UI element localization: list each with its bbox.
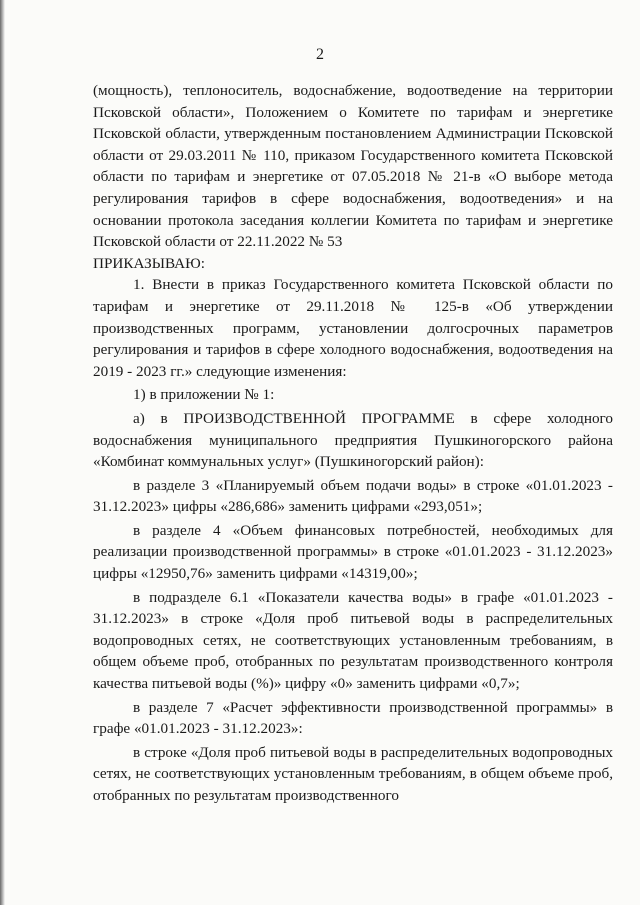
row-share-paragraph: в строке «Доля проб питьевой воды в распределительных водопроводных сетях, не соответствующих установленным требованиям, в общем объеме проб, отобранных по результатам производственного bbox=[93, 743, 613, 804]
section-4-paragraph: в разделе 4 «Объем финансовых потребностей, необходимых для реализации производственной программы» в строке «01.01.2023 - 31.12.2023» цифры «12950,76» заменить цифрами «14319,00»; bbox=[93, 521, 613, 583]
page-edge-shadow bbox=[0, 0, 5, 905]
document-body bbox=[93, 80, 613, 807]
subitem-1-paragraph: 1) в приложении № 1: bbox=[133, 386, 275, 404]
order-heading: ПРИКАЗЫВАЮ: bbox=[93, 254, 205, 272]
page-number: 2 bbox=[316, 46, 324, 63]
preamble-paragraph: (мощность), теплоноситель, водоснабжение, водоотведение на территории Псковской области», Положением о Комитете по тарифам и энергетике Псковской области, утвержденным постановлением Администрации Псковской области от 29.03.2011 № 110, приказом Государственного комитета Псковской области по тарифам и энергетике от 07.05.2018 № 21-в «О выборе метода регулирования тарифов в сфере водоснабжения, водоотведения» и на основании протокола заседания коллегии Комитета по тарифам и энергетике Псковской области от 22.11.2022 № 53 bbox=[93, 82, 613, 251]
subitem-a-paragraph: а) в ПРОИЗВОДСТВЕННОЙ ПРОГРАММЕ в сфере холодного водоснабжения муниципального предприятия Пушкиногорского района «Комбинат коммунальных услуг» (Пушкиногорский район): bbox=[93, 409, 613, 471]
item-1-paragraph: 1. Внести в приказ Государственного комитета Псковской области по тарифам и энергетике от 29.11.2018 № 125-в «Об утверждении производственных программ, установлении долгосрочных параметров регулирования и тарифов в сфере холодного водоснабжения, водоотведения на 2019 - 2023 гг.» следующие изменения: bbox=[93, 276, 613, 380]
subsection-6-1-paragraph: в подразделе 6.1 «Показатели качества воды» в графе «01.01.2023 - 31.12.2023» в строке «Доля проб питьевой воды в распределительных водопроводных сетях, не соответствующих установленным требованиям, в общем объеме проб, отобранных по результатам производственного контроля качества питьевой воды (%)» цифру «0» заменить цифрами «0,7»; bbox=[93, 588, 613, 693]
section-3-paragraph: в разделе 3 «Планируемый объем подачи воды» в строке «01.01.2023 - 31.12.2023» цифры «286,686» заменить цифрами «293,051»; bbox=[93, 476, 613, 516]
section-7-paragraph: в разделе 7 «Расчет эффективности производственной программы» в графе «01.01.2023 - 31.12.2023»: bbox=[93, 698, 613, 738]
